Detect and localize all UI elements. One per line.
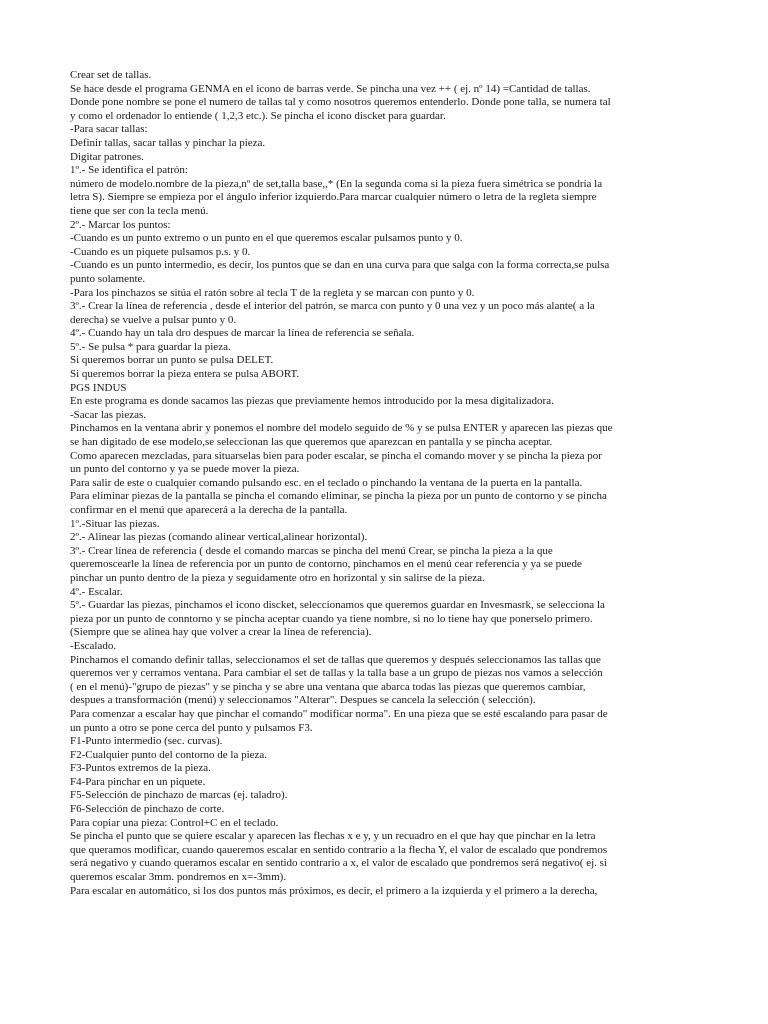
document-line: Pinchamos el comando definir tallas, seleccionamos el set de tallas que queremos y después seleccionamos las tallas que [70, 653, 601, 666]
document-line: 3º.- Crear la línea de referencia , desde el interior del patrón, se marca con punto y 0 una vez y un poco más alante( a la [70, 300, 595, 313]
document-line: Pinchamos en la ventana abrir y ponemos el nombre del modelo seguido de % y se pulsa ENTER y aparecen las piezas que [70, 422, 613, 435]
document-line: 2º.- Marcar los puntos: [70, 218, 171, 231]
document-line: que queramos modificar, cuando qaueremos escalar en sentido contrario a la flecha Y, el valor de escalado que pondremos [70, 843, 608, 856]
document-line: F6-Selección de pinchazo de corte. [70, 803, 225, 816]
document-line: pieza por un punto de conntorno y se pincha aceptar cuando ya tiene nombre, si no lo tiene hay que ponerselo primero. [70, 612, 593, 625]
document-line: derecha) se vuelve a pulsar punto y 0. [70, 313, 237, 326]
document-line: confirmar en el menú que aparecerá a la derecha de la pantalla. [70, 504, 348, 516]
document-line: un punto a otro se pone cerca del punto y pulsamos F3. [70, 721, 313, 734]
document-line: Donde pone nombre se pone el numero de tallas tal y como nosotros queremos entenderlo. Donde pone talla, se numera tal [70, 96, 611, 109]
document-line: F5-Selección de pinchazo de marcas (ej. taladro). [70, 789, 288, 802]
document-line: ( en el menú)-"grupo de piezas" y se pincha y se abre una ventana que abarca todas las piezas que queremos cambiar, [70, 680, 586, 693]
document-line: Como aparecen mezcladas, para situarselas bien para poder escalar, se pincha el comando mover y se pincha la pieza por [70, 449, 602, 462]
document-line: 2º.- Alinear las piezas (comando alinear vertical,alinear horizontal). [70, 531, 368, 544]
document-line: -Cuando es un punto extremo o un punto en el que queremos escalar pulsamos punto y 0. [70, 232, 463, 245]
document-line: Si queremos borrar un punto se pulsa DELET. [70, 354, 274, 367]
document-line: un punto del contorno y ya se puede mover la pieza. [70, 463, 300, 476]
document-line: Se hace desde el programa GENMA en el icono de barras verde. Se pincha una vez ++ ( ej. nº 14) =Cantidad de tallas. [70, 82, 591, 95]
document-line: 5º.- Guardar las piezas, pinchamos el icono discket, seleccionamos que queremos guardar en Invesmasrk, se selecciona la [70, 599, 605, 612]
document-line: punto solamente. [70, 272, 146, 285]
document-line: F1-Punto intermedio (sec. curvas). [70, 735, 223, 748]
document-line: PGS INDUS [70, 381, 127, 394]
document-line: queremoscearle la línea de referencia por un punto de contorno, pinchamos en el menú cear referencia y ya se puede [70, 558, 582, 571]
document-line: letra S). Siempre se empieza por el ángulo inferior izquierdo.Para marcar cualquier número o letra de la regleta siempre [70, 191, 597, 204]
document-line: Se pincha el punto que se quiere escalar y aparecen las flechas x e y, y un recuadro en el que hay que pinchar en la letra [70, 830, 596, 843]
document-line: pinchar un punto dentro de la pieza y seguidamente otro en horizontal y sin salirse de la pieza. [70, 571, 485, 584]
document-line: tiene que ser con la tecla menú. [70, 204, 209, 217]
document-line: En este programa es donde sacamos las piezas que previamente hemos introducido por la mesa digitalizadora. [70, 395, 554, 408]
document-line: Para salir de este o cualquier comando pulsando esc. en el teclado o pinchando la ventana de la puerta en la pantalla. [70, 476, 583, 489]
document-line: despues a transformación (menú) y seleccionamos "Alterar". Despues se cancela la selección ( selección). [70, 694, 536, 707]
document-line: Para copiar una pieza: Control+C en el teclado. [70, 816, 279, 829]
document-line: 4º.- Escalar. [70, 585, 123, 598]
document-line: -Para sacar tallas: [70, 123, 148, 136]
document-line: 4º.- Cuando hay un tala dro despues de marcar la línea de referencia se señala. [70, 327, 415, 340]
document-line: -Cuando es un piquete pulsamos p.s. y 0. [70, 245, 251, 258]
document-line: Si queremos borrar la pieza entera se pulsa ABORT. [70, 368, 300, 381]
document-line: Definir tallas, sacar tallas y pinchar la pieza. [70, 136, 266, 149]
document-line: número de modelo.nombre de la pieza,nº de set,talla base,,* (En la segunda coma si la pieza fuera simétrica se pondría la [70, 177, 603, 190]
document-line: 3º.- Crear línea de referencia ( desde el comando marcas se pincha del menú Crear, se pincha la pieza a la que [70, 544, 553, 557]
document-line: F3-Puntos extremos de la pieza. [70, 762, 211, 775]
document-body [70, 69, 694, 898]
document-line: -Para los pinchazos se sitúa el ratón sobre al tecla T de la regleta y se marcan con punto y 0. [70, 286, 475, 299]
document-line: queremos ver y cerramos ventana. Para cambiar el set de tallas y la talla base a un grupo de piezas nos vamos a selección [70, 667, 603, 680]
document-line: F2-Cualquier punto del contorno de la pieza. [70, 748, 268, 761]
document-line: queremos escalar 3mm. pondremos en x=-3mm). [70, 871, 287, 884]
document-line: Para escalar en automático, si los dos puntos más próximos, es decir, el primero a la izquierda y el primero a la derecha, [70, 884, 598, 897]
document-line: Digitar patrones. [70, 150, 144, 163]
document-line: Para comenzar a escalar hay que pinchar el comando" modificar norma". En una pieza que se esté escalando para pasar de [70, 707, 608, 720]
document-line: F4-Para pinchar en un piquete. [70, 775, 206, 788]
document-line: 5º.- Se pulsa * para guardar la pieza. [70, 340, 231, 353]
document-line: 1º.-Situar las piezas. [70, 517, 160, 530]
document-line: -Escalado. [70, 639, 117, 652]
document-line: -Sacar las piezas. [70, 408, 147, 421]
document-line: Para eliminar piezas de la pantalla se pincha el comando eliminar, se pincha la pieza por un punto de contorno y se pincha [70, 490, 607, 503]
document-line: 1º.- Se identifica el patrón: [70, 164, 188, 177]
document-line: y como el ordenador lo entiende ( 1,2,3 etc.). Se pincha el icono discket para guardar. [70, 109, 446, 122]
document-line: se han digitado de ese modelo,se seleccionan las que queremos que aparezcan en pantalla y se pincha aceptar. [70, 436, 553, 449]
document-line: será negativo y cuando queramos escalar en sentido contrario a x, el valor de escalado que pondremos será negativo( ej. si [70, 857, 607, 870]
document-line: -Cuando es un punto intermedio, es decir, los puntos que se dan en una curva para que salga con la forma correcta,se pulsa [70, 259, 610, 272]
document-line: (Siempre que se alinea hay que volver a crear la línea de referencia). [70, 626, 372, 639]
document-line: Crear set de tallas. [70, 69, 152, 81]
